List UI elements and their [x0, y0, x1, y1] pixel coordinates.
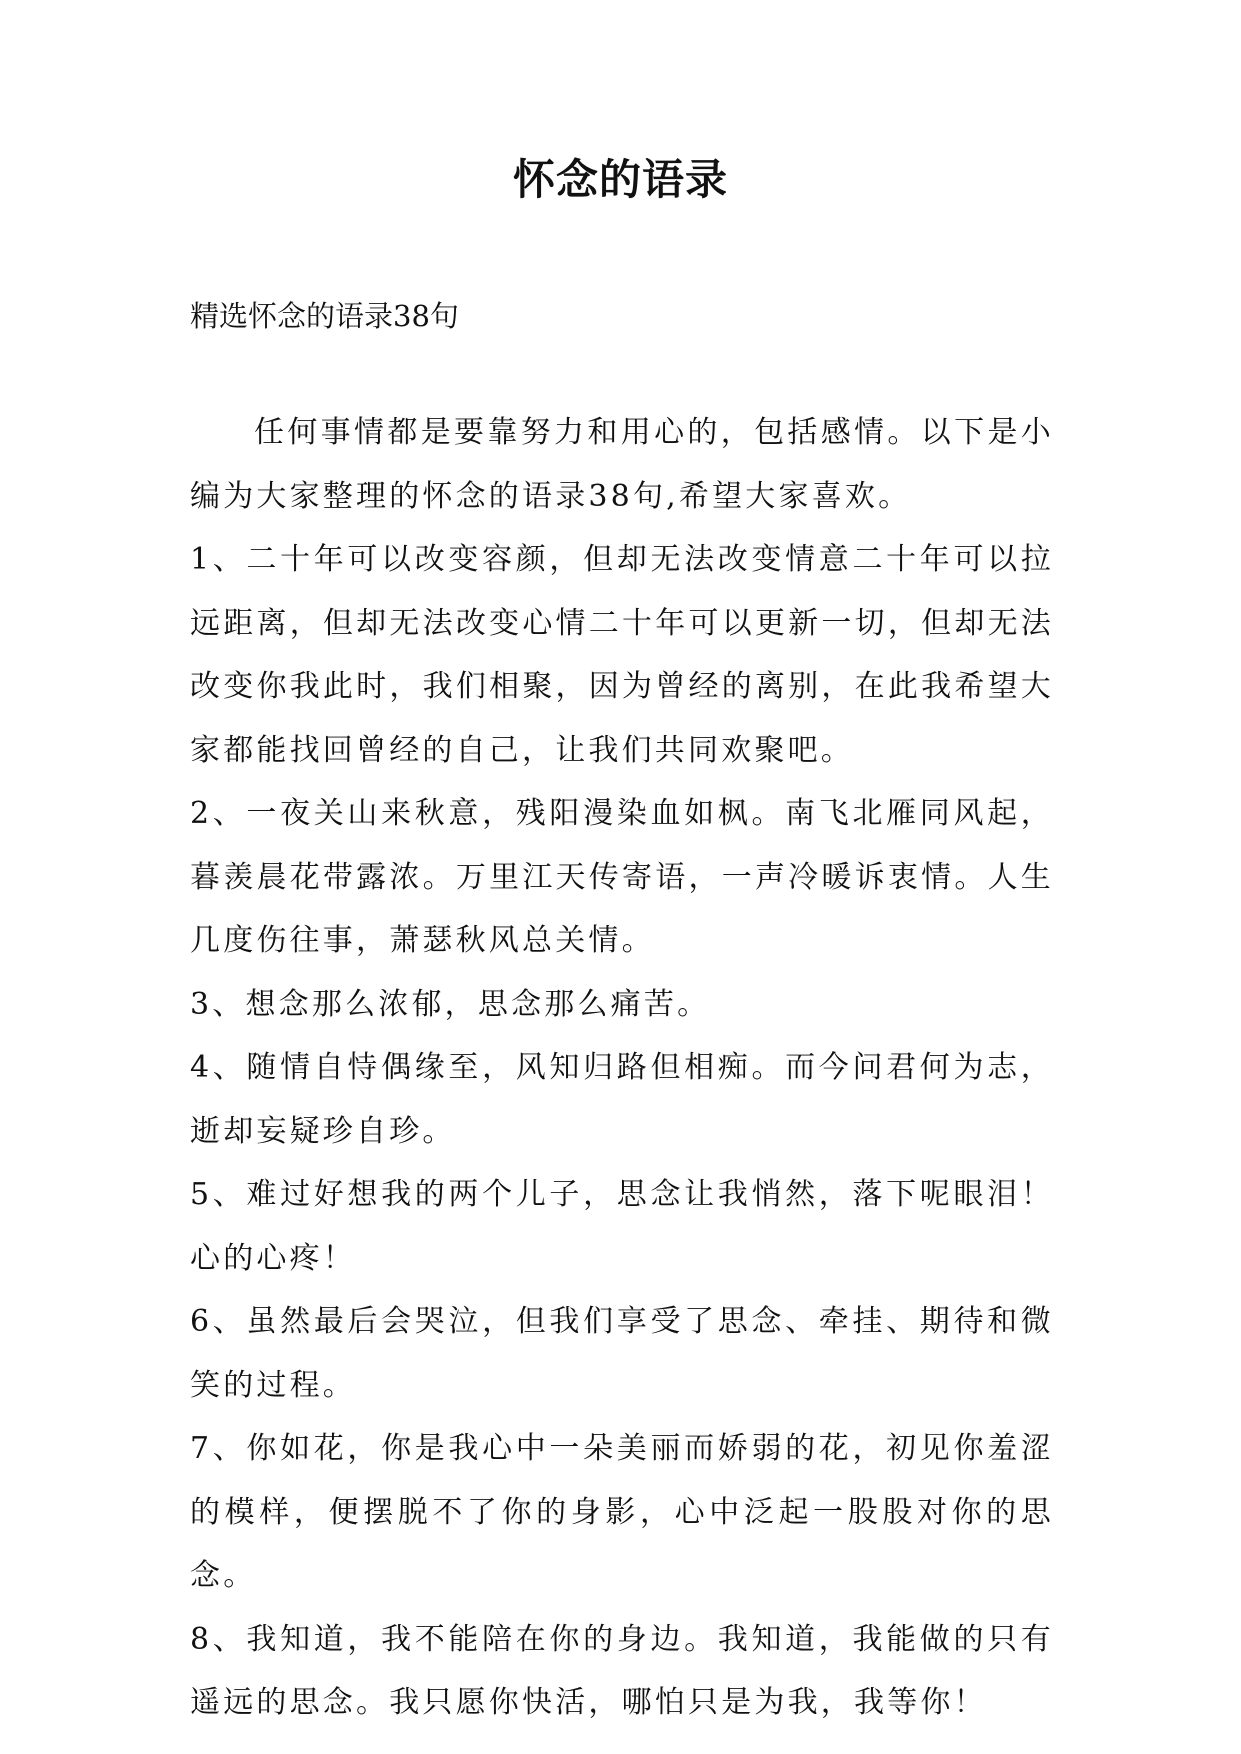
quote-item: 2、一夜关山来秋意，残阳漫染血如枫。南飞北雁同风起，暮羡晨花带露浓。万里江天传寄语，一声冷暖诉衷情。人生几度伤往事，萧瑟秋风总关情。: [190, 796, 1054, 958]
document-title: 怀念的语录: [512, 155, 728, 204]
quote-item: 3、想念那么浓郁，思念那么痛苦。: [190, 986, 711, 1022]
quote-item: 7、你如花，你是我心中一朵美丽而娇弱的花，初见你羞涩的模样，便摆脱不了你的身影，心中泛起一股股对你的思念。: [190, 1431, 1054, 1593]
intro-paragraph: 任何事情都是要靠努力和用心的，包括感情。以下是小编为大家整理的怀念的语录38句,希望大家喜欢。: [190, 415, 1054, 514]
quote-item: 4、随情自恃偶缘至，风知归路但相痴。而今问君何为志，逝却妄疑珍自珍。: [190, 1050, 1054, 1149]
quote-item: 8、我知道，我不能陪在你的身边。我知道，我能做的只有遥远的思念。我只愿你快活，哪怕只是为我，我等你！: [190, 1621, 1054, 1720]
document-body: [190, 401, 1054, 1735]
quote-item: 1、二十年可以改变容颜，但却无法改变情意二十年可以拉远距离，但却无法改变心情二十年可以更新一切，但却无法改变你我此时，我们相聚，因为曾经的离别，在此我希望大家都能找回曾经的自己，让我们共同欢聚吧。: [190, 542, 1054, 768]
document-subtitle: 精选怀念的语录38句: [190, 299, 459, 333]
quote-item: 5、难过好想我的两个儿子，思念让我悄然，落下呢眼泪！心的心疼！: [190, 1177, 1054, 1276]
quote-item: 6、虽然最后会哭泣，但我们享受了思念、牵挂、期待和微笑的过程。: [190, 1304, 1054, 1403]
